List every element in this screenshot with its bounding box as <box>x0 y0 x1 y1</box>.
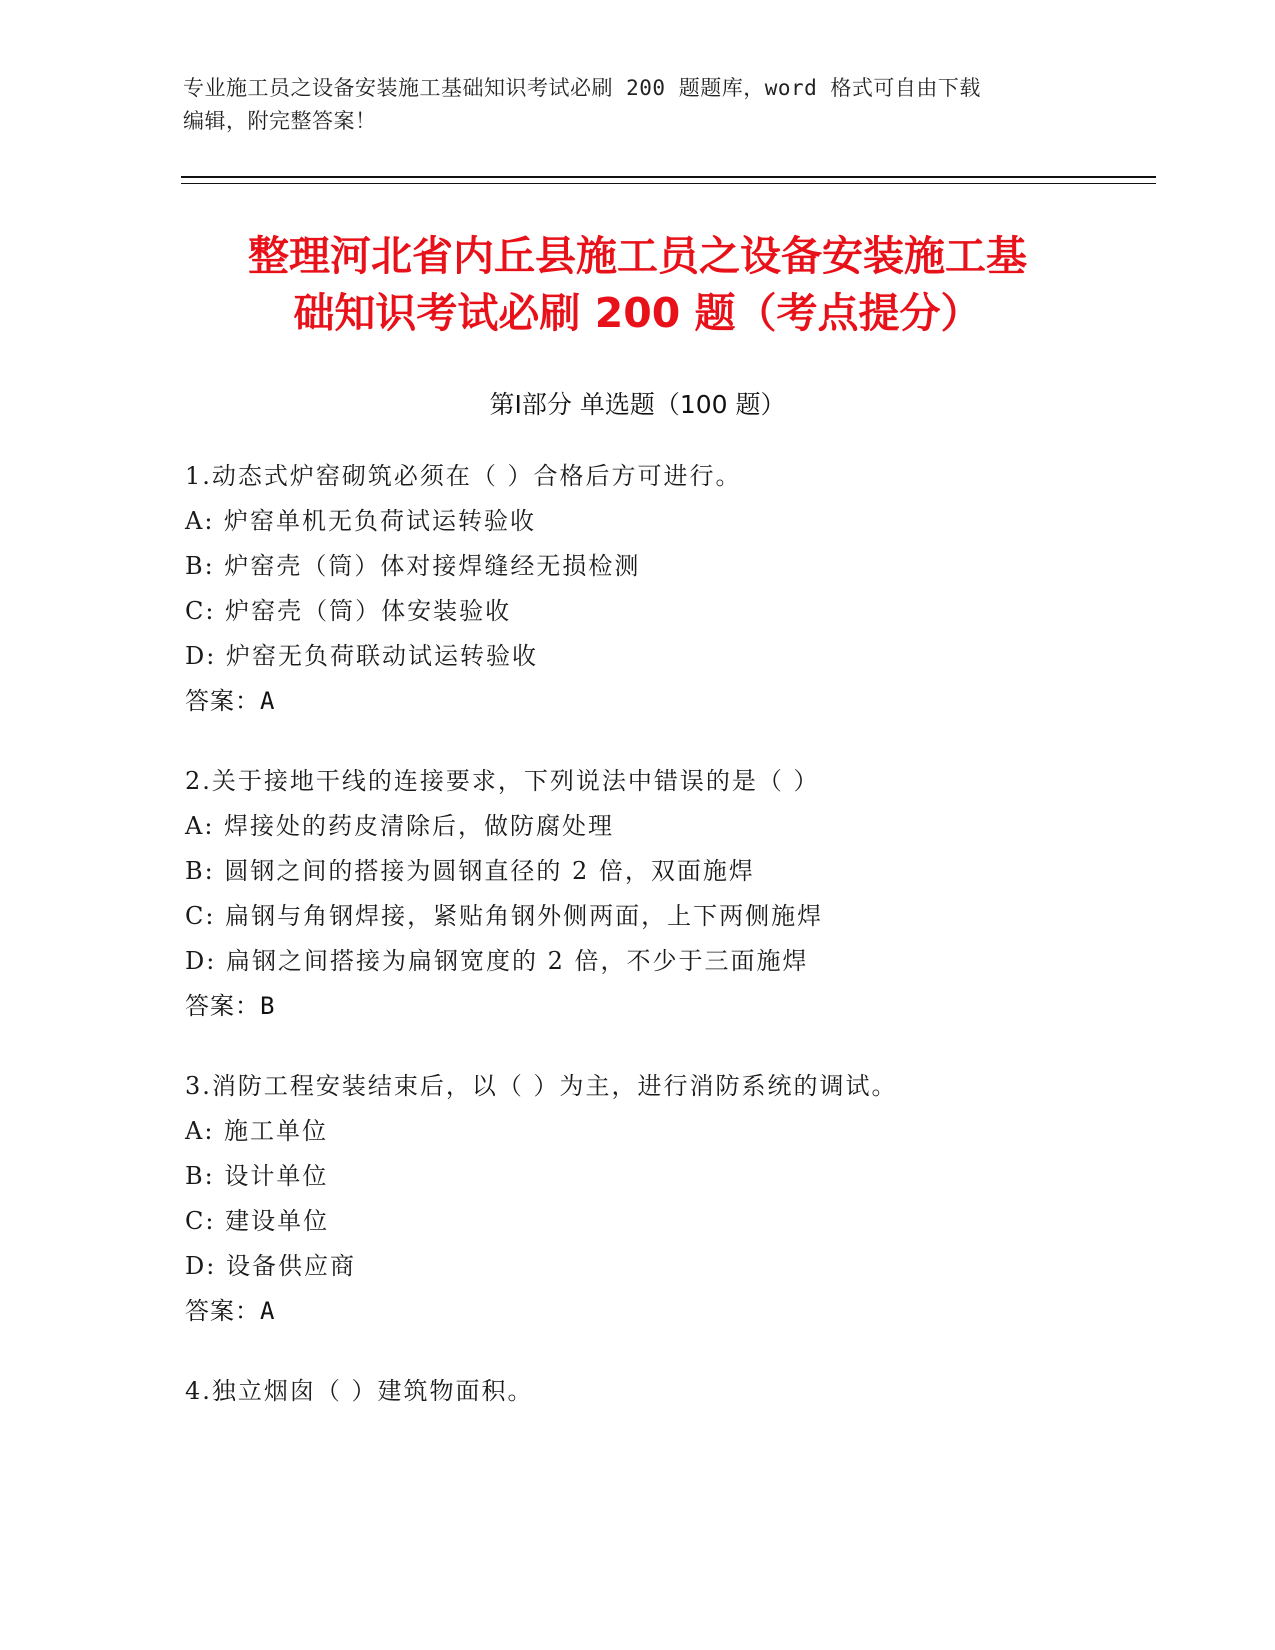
answer-line <box>185 1289 1135 1334</box>
option-d: D: 炉窑无负荷联动试运转验收 <box>185 642 538 670</box>
header-note <box>183 72 1063 138</box>
option-c: C: 炉窑壳（筒）体安装验收 <box>185 597 512 625</box>
option-c: C: 扁钢与角钢焊接，紧贴角钢外侧两面，上下两侧施焊 <box>185 902 824 930</box>
document-title-line1: 整理河北省内丘县施工员之设备安装施工基 <box>248 232 1027 280</box>
question-stem: 2.关于接地干线的连接要求，下列说法中错误的是（ ） <box>185 767 820 795</box>
header-note-line2: 编辑，附完整答案！ <box>183 109 377 133</box>
answer-value: A <box>260 687 276 715</box>
answer-value: A <box>260 1297 276 1325</box>
option-a: A: 施工单位 <box>185 1117 329 1145</box>
option-c: C: 建设单位 <box>185 1207 330 1235</box>
question-1 <box>185 454 1135 724</box>
question-2 <box>185 759 1135 1029</box>
section-heading: 第Ⅰ部分 单选题（100 题） <box>489 390 786 419</box>
option-b: B: 炉窑壳（筒）体对接焊缝经无损检测 <box>185 552 641 580</box>
answer-line <box>185 984 1135 1029</box>
document-title-line2: 础知识考试必刷 200 题（考点提分） <box>293 289 982 337</box>
answer-label: 答案： <box>185 1297 260 1325</box>
question-stem: 4.独立烟囱（ ）建筑物面积。 <box>185 1377 534 1405</box>
option-b: B: 圆钢之间的搭接为圆钢直径的 2 倍，双面施焊 <box>185 857 755 885</box>
option-d: D: 设备供应商 <box>185 1252 356 1280</box>
option-b: B: 设计单位 <box>185 1162 329 1190</box>
answer-value: B <box>260 992 276 1020</box>
option-d: D: 扁钢之间搭接为扁钢宽度的 2 倍，不少于三面施焊 <box>185 947 809 975</box>
question-stem: 1.动态式炉窑砌筑必须在（ ）合格后方可进行。 <box>185 462 742 490</box>
document-title <box>150 228 1125 342</box>
question-4 <box>185 1369 1135 1414</box>
answer-label: 答案： <box>185 687 260 715</box>
header-divider-thick <box>181 176 1156 178</box>
header-note-line1: 专业施工员之设备安装施工基础知识考试必刷 200 题题库，word 格式可自由下载 <box>183 76 981 100</box>
question-stem: 3.消防工程安装结束后，以（ ）为主，进行消防系统的调试。 <box>185 1072 898 1100</box>
answer-line <box>185 679 1135 724</box>
question-3 <box>185 1064 1135 1334</box>
option-a: A: 焊接处的药皮清除后，做防腐处理 <box>185 812 615 840</box>
answer-label: 答案： <box>185 992 260 1020</box>
option-a: A: 炉窑单机无负荷试运转验收 <box>185 507 537 535</box>
header-divider-thin <box>181 183 1156 184</box>
